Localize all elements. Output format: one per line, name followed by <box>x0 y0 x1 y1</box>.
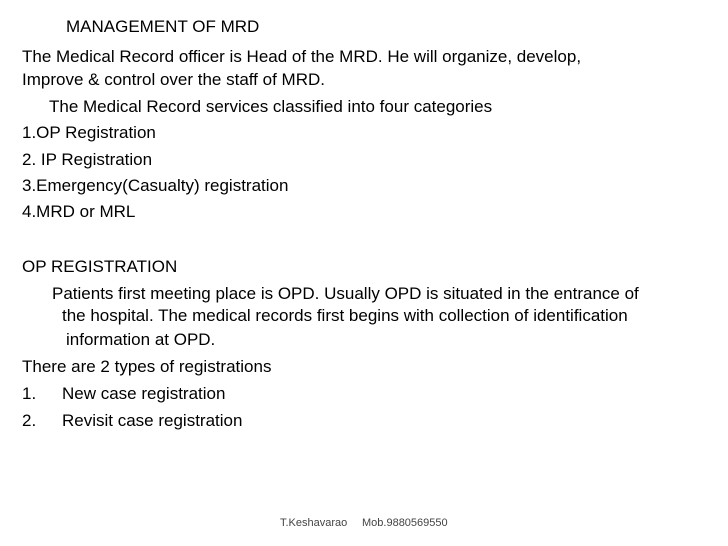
op-paragraph-line-3: information at OPD. <box>66 330 216 349</box>
op-paragraph-line-1: Patients first meeting place is OPD. Usually OPD is situated in the entrance of <box>52 284 639 303</box>
category-item: 2. IP Registration <box>22 150 153 169</box>
slide-title: MANAGEMENT OF MRD <box>66 17 260 36</box>
footer-phone: Mob.9880569550 <box>362 517 448 529</box>
op-registration-heading: OP REGISTRATION <box>22 257 178 276</box>
op-paragraph-line-2: the hospital. The medical records first begins with collection of identification <box>62 306 628 325</box>
footer-author: T.Keshavarao <box>280 517 348 529</box>
registration-type-number: 2. <box>22 411 37 430</box>
category-item: 4.MRD or MRL <box>22 202 136 221</box>
intro-line-1: The Medical Record officer is Head of the MRD. He will organize, develop, <box>22 47 582 66</box>
category-item: 1.OP Registration <box>22 123 156 142</box>
registration-type-label: Revisit case registration <box>62 411 243 430</box>
intro-line-2: Improve & control over the staff of MRD. <box>22 70 325 89</box>
registration-types-intro: There are 2 types of registrations <box>22 357 272 376</box>
registration-type-label: New case registration <box>62 384 226 403</box>
categories-intro: The Medical Record services classified into four categories <box>49 97 493 116</box>
registration-type-number: 1. <box>22 384 37 403</box>
category-item: 3.Emergency(Casualty) registration <box>22 176 289 195</box>
